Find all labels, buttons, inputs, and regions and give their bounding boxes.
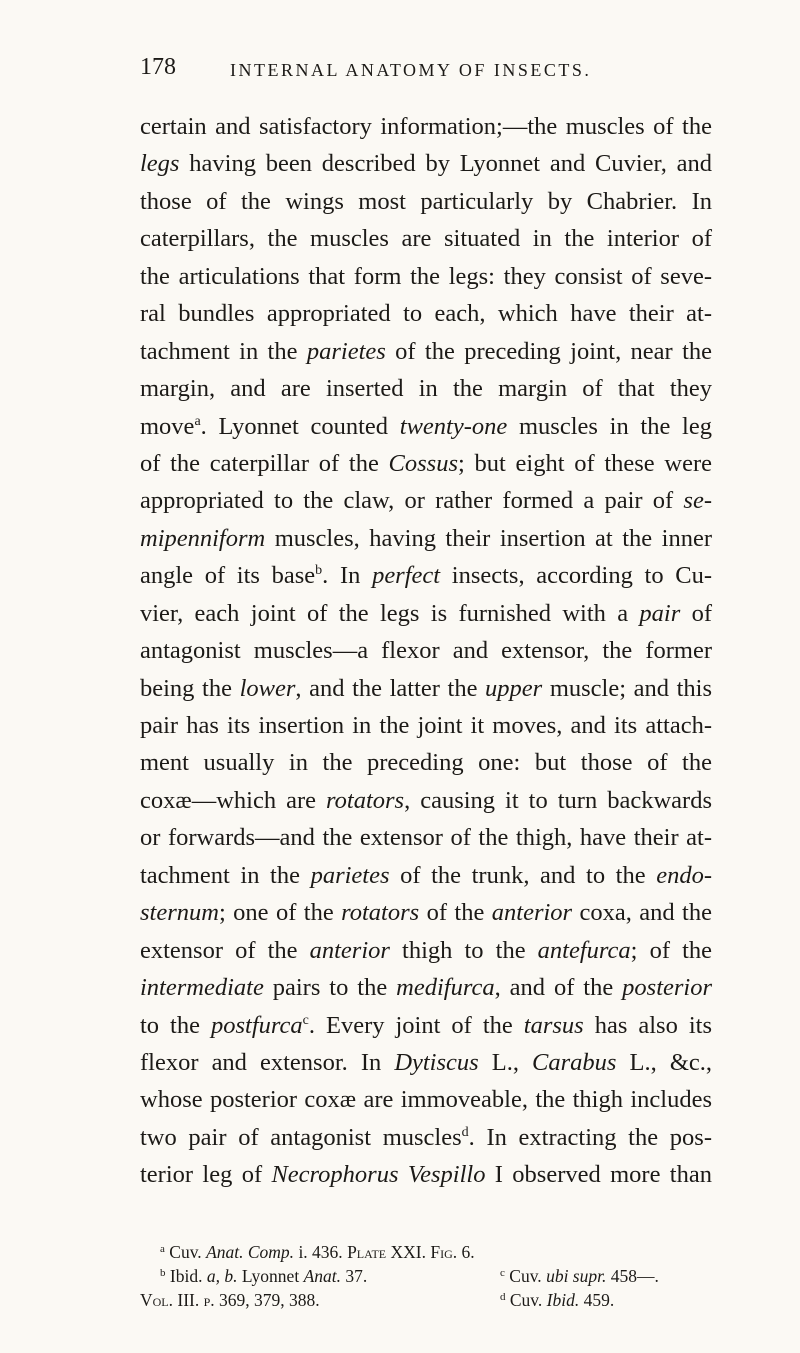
- text-line: certain and satisfactory information;—the muscles of the: [140, 113, 712, 140]
- text-line: extensor of the anterior thigh to the antefurca; of the: [140, 936, 713, 964]
- footnote-b: $^b$ Ibid. a, b. Lyonnet Anat. 37. $^c$ Cuv. ubi supr. 458—.: [160, 1266, 659, 1286]
- footnote-d: $^d$ Cuv. Ibid. 459.: [500, 1290, 615, 1310]
- text-line: sternum; one of the rotators of the anterior coxa, and the: [140, 899, 712, 927]
- text-line: tachment in the parietes of the preceding joint, near the: [140, 337, 712, 365]
- running-title: INTERNAL ANATOMY OF INSECTS.: [230, 60, 592, 80]
- text-line: angle of its base$^b$. In perfect insects, according to Cu-: [140, 562, 712, 590]
- text-line: appropriated to the claw, or rather formed a pair of se-: [140, 487, 712, 515]
- footnote-c: $^c$ Cuv. ubi supr. 458—.: [500, 1266, 659, 1286]
- text-line: ral bundles appropriated to each, which have their at-: [140, 300, 712, 328]
- text-line: intermediate pairs to the medifurca, and of the posterior: [140, 974, 712, 1002]
- text-line: pair has its insertion in the joint it moves, and its attach-: [140, 712, 712, 739]
- footnote-ref-a: a: [194, 413, 201, 429]
- text-line: ment usually in the preceding one: but those of the: [140, 749, 712, 777]
- text-line: tachment in the parietes of the trunk, and to the endo-: [140, 861, 712, 889]
- text-line: flexor and extensor. In Dytiscus L., Carabus L., &c.,: [140, 1048, 712, 1076]
- text-line: being the lower, and the latter the upper muscle; and this: [140, 674, 712, 702]
- text-line: the articulations that form the legs: they consist of seve-: [140, 262, 712, 290]
- footnote-vol-line: [140, 1288, 714, 1312]
- footnotes: [140, 1240, 714, 1312]
- text-line: caterpillars, the muscles are situated in the interior of: [140, 225, 712, 253]
- text-line: whose posterior coxæ are immoveable, the thigh includes: [140, 1086, 712, 1114]
- page-header: [140, 54, 700, 84]
- text-line: margin, and are inserted in the margin of that they: [140, 375, 712, 403]
- text-line: coxæ—which are rotators, causing it to turn backwards: [140, 786, 712, 814]
- volume-reference: Vol. III. p. 369, 379, 388.: [140, 1290, 320, 1310]
- text-line: legs having been described by Lyonnet and Cuvier, and: [140, 150, 712, 178]
- text-line: those of the wings most particularly by Chabrier. In: [140, 187, 712, 215]
- footnote-ref-d: d: [461, 1124, 469, 1140]
- text-line: two pair of antagonist muscles$^d$. In extracting the pos-: [140, 1123, 712, 1151]
- text-line: mipenniform muscles, having their insertion at the inner: [140, 524, 712, 552]
- body-text: [140, 108, 712, 1194]
- footnote-a: $^a$ Cuv. Anat. Comp. i. 436. Plate XXI. Fig. 6.: [160, 1242, 475, 1262]
- page-number: 178: [140, 54, 176, 80]
- footnote-ref-c: c: [302, 1012, 309, 1028]
- text-line: vier, each joint of the legs is furnished with a pair of: [140, 599, 712, 627]
- footnote-ref-b: b: [315, 563, 323, 579]
- text-line: move$^a$. Lyonnet counted twenty-one muscles in the leg: [140, 412, 712, 440]
- text-line: antagonist muscles—a flexor and extensor, the former: [140, 637, 712, 665]
- text-line: terior leg of Necrophorus Vespillo I observed more than: [140, 1161, 712, 1189]
- text-line: or forwards—and the extensor of the thigh, have their at-: [140, 824, 712, 852]
- text-line: to the postfurca$^c$. Every joint of the tarsus has also its: [140, 1011, 712, 1039]
- text-line: of the caterpillar of the Cossus; but eight of these were: [140, 449, 712, 477]
